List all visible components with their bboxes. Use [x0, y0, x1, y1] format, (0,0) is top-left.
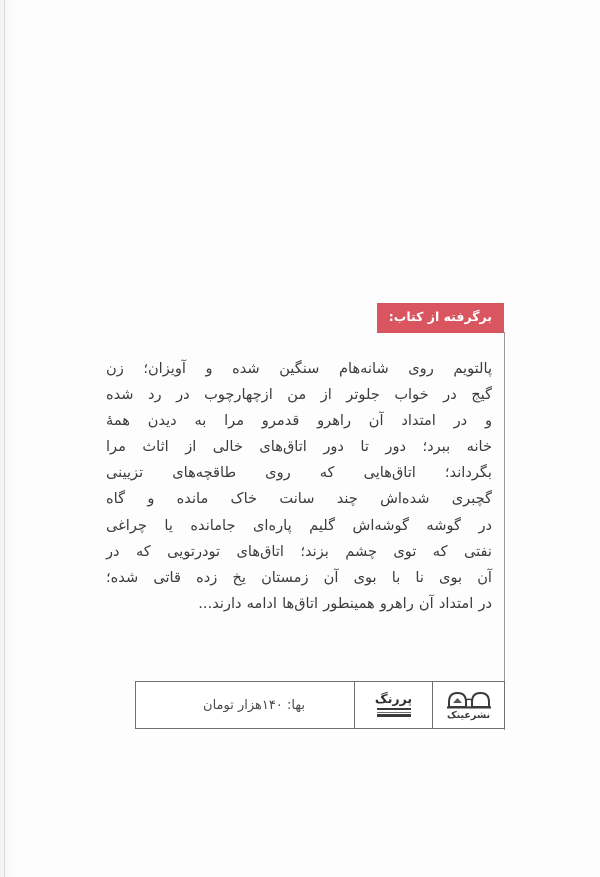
excerpt-line: پالتویم روی شانه‌هام سنگین شده و آویزان؛ زن [106, 360, 492, 377]
excerpt-line: بگرداند؛ اتاق‌هایی که روی طاقچه‌های تزیینی [106, 464, 492, 482]
excerpt-line: در امتداد آن راهرو همینطور اتاق‌ها ادامه دارند... [198, 594, 492, 612]
excerpt-paragraph [106, 356, 492, 617]
excerpt-badge: برگرفته از کتاب: [377, 303, 504, 333]
imprint-wordmark: پررنگ [374, 691, 413, 707]
imprint-logo [375, 693, 412, 717]
imprint-logo-cell [354, 682, 432, 728]
footer-info-bar [135, 681, 505, 729]
page-gutter-shading [0, 0, 14, 877]
price-cell [136, 682, 354, 728]
excerpt-right-rule [504, 332, 505, 730]
publisher-logo-cell [432, 682, 504, 728]
spectacles-arches-icon [446, 690, 492, 709]
price-label: بها: ۱۴۰هزار تومان [203, 697, 305, 713]
cover-content-panel [96, 0, 506, 877]
excerpt-line: نفتی که توی چشم بزند؛ اتاق‌های تودرتویی که در [106, 542, 492, 560]
excerpt-line: خانه ببرد؛ دور تا دور اتاق‌های خالی از اثاث مرا [106, 438, 492, 456]
excerpt-line: گیج در خواب جلوتر از من ازچهارچوب در رد شده [106, 386, 492, 404]
imprint-bars-icon [377, 708, 411, 717]
excerpt-line: گچبری شده‌اش چند سانت خاک مانده و گاه [106, 490, 492, 508]
book-spine-line [4, 0, 5, 877]
excerpt-line: و در امتداد آن راهرو قدمرو مرا به دیدن همهٔ [106, 412, 492, 430]
excerpt-line: در گوشه گوشه‌اش گلیم پاره‌ای جامانده یا چراغی [106, 516, 492, 534]
publisher-wordmark: نشرعینک [446, 709, 491, 721]
publisher-logo [446, 690, 492, 721]
excerpt-line: آن بوی نا با بوی آن زمستان یخ زده قاتی شده؛ [106, 568, 492, 586]
